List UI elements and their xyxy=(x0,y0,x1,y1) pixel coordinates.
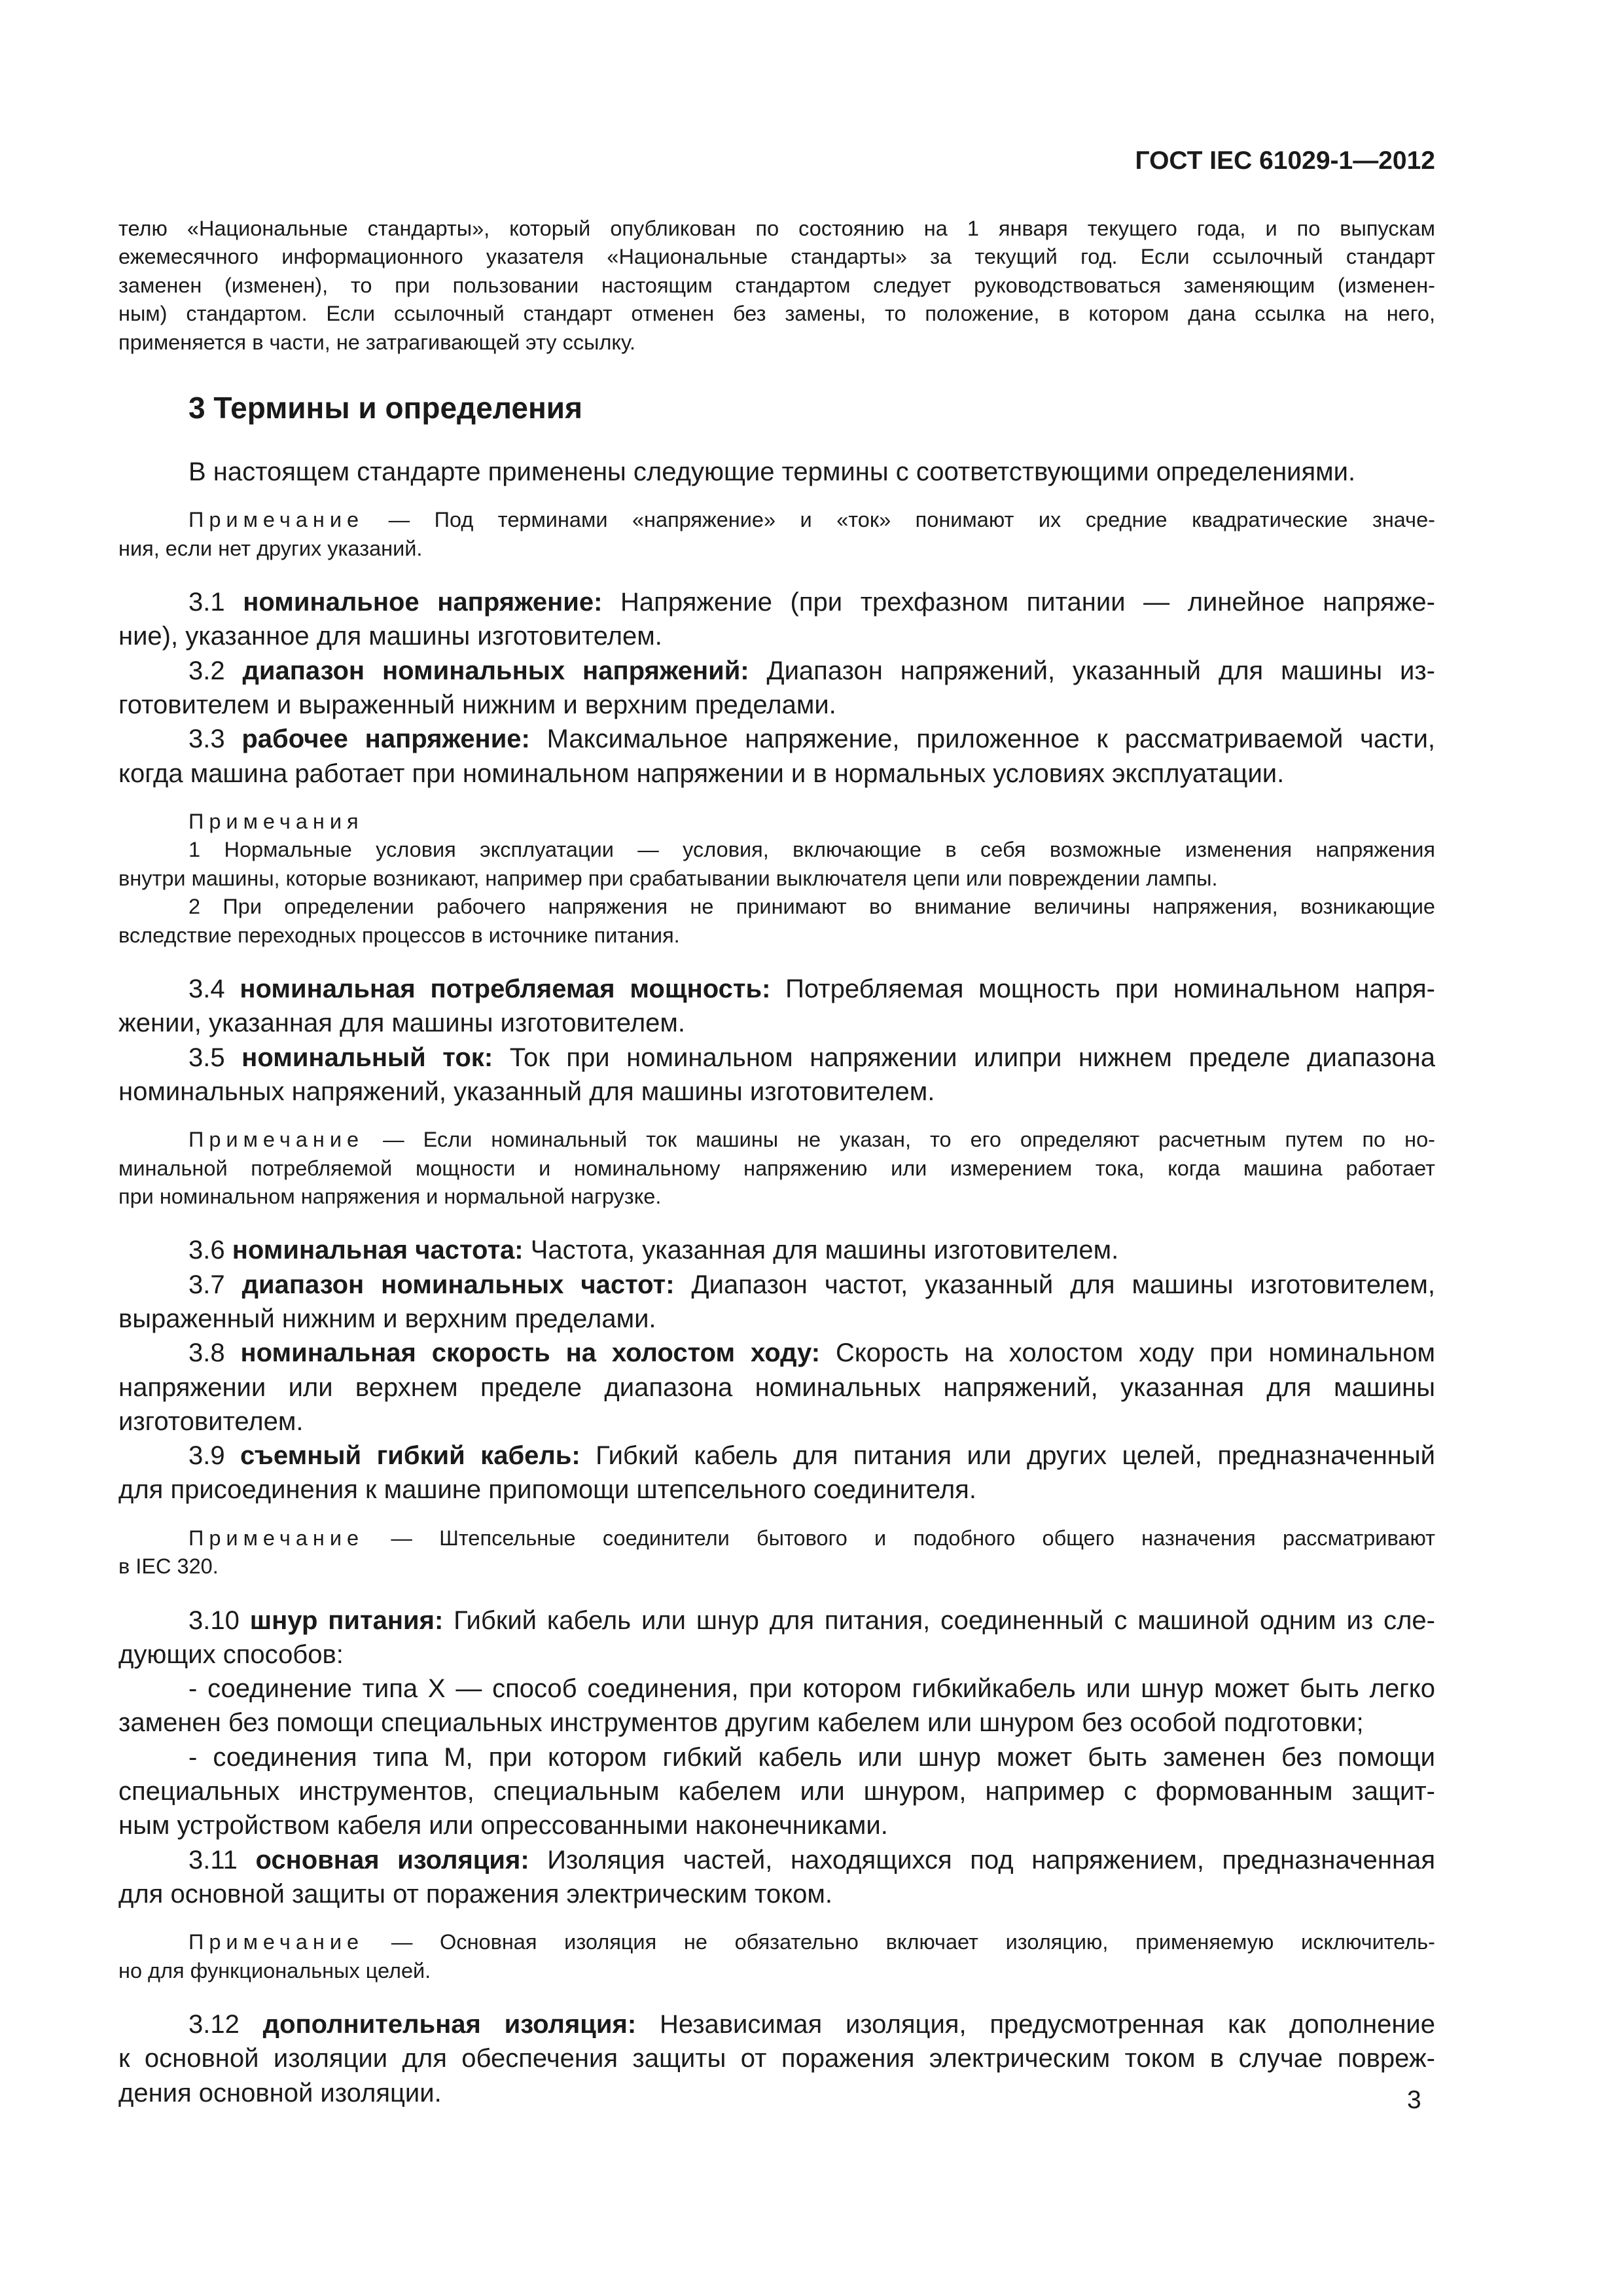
text-line: дующих способов: xyxy=(118,1640,344,1669)
term-3-6 xyxy=(118,1233,1435,1267)
text-line: 3.6 номинальная частота: Частота, указанная для машины изготовителем. xyxy=(188,1236,1119,1265)
text-line: заменен без помощи специальных инструментов другим кабелем или шнуром без особой подготовки; xyxy=(118,1708,1364,1738)
text-line: В настоящем стандарте применены следующие термины с соответствующими определениями. xyxy=(188,457,1356,487)
section-title: 3 Термины и определения xyxy=(188,391,582,425)
text-line: дения основной изоляции. xyxy=(118,2078,442,2108)
term-3-8 xyxy=(118,1336,1435,1439)
term-3-10 xyxy=(118,1604,1435,1672)
text-line: в IEC 320. xyxy=(118,1554,219,1579)
text-line: но для функциональных целей. xyxy=(118,1958,431,1982)
text-line: 2 При определении рабочего напряжения не принимают во внимание величины напряжения, возникающие xyxy=(188,895,1435,919)
text-line: 1 Нормальные условия эксплуатации — условия, включающие в себя возможные изменения напряжения xyxy=(188,838,1435,862)
term-3-9 xyxy=(118,1439,1435,1507)
document-page xyxy=(118,145,1435,2110)
term-3-3 xyxy=(118,722,1435,791)
text-line: 3.8 номинальная скорость на холостом ходу: Скорость на холостом ходу при номинальном xyxy=(188,1338,1435,1368)
text-line: ежемесячного информационного указателя «Национальные стандарты» за текущий год. Если ссылочный стандарт xyxy=(118,245,1435,269)
term-3-7 xyxy=(118,1268,1435,1336)
text-line: ным) стандартом. Если ссылочный стандарт отменен без замены, то положение, в котором дана ссылка на него, xyxy=(118,302,1435,326)
lead-paragraph xyxy=(118,455,1435,489)
text-line: жении, указанная для машины изготовителем. xyxy=(118,1009,686,1038)
text-line: Примечание — Под терминами «напряжение» и «ток» понимают их средние квадратические значе- xyxy=(188,508,1435,532)
text-line: 3.2 диапазон номинальных напряжений: Диапазон напряжений, указанный для машины из- xyxy=(188,656,1435,685)
text-line: 3.4 номинальная потребляемая мощность: Потребляемая мощность при номинальном напря- xyxy=(188,974,1435,1003)
text-line: ния, если нет других указаний. xyxy=(118,536,423,560)
note-3-9 xyxy=(118,1524,1435,1581)
text-line: 3.12 дополнительная изоляция: Независимая изоляция, предусмотренная как дополнение xyxy=(188,2010,1436,2039)
text-line: - соединения типа M, при котором гибкий кабель или шнур может быть заменен без помощи xyxy=(188,1742,1435,1772)
text-line: телю «Национальные стандарты», который опубликован по состоянию на 1 января текущего года, и по выпускам xyxy=(118,217,1435,240)
text-line: Примечание — Штепсельные соединители бытового и подобного общего назначения рассматривают xyxy=(188,1526,1435,1550)
term-3-11 xyxy=(118,1843,1435,1912)
text-line: номинальных напряжений, указанный для машины изготовителем. xyxy=(118,1077,935,1106)
page-number: 3 xyxy=(1407,2086,1421,2114)
notes-3-3 xyxy=(118,808,1435,950)
intro-paragraph xyxy=(118,215,1435,357)
document-header: ГОСТ IEC 61029-1—2012 xyxy=(1135,147,1435,175)
text-line: напряжении или верхнем пределе диапазона номинальных напряжений, указанная для машины xyxy=(118,1372,1435,1402)
text-line: 3.1 номинальное напряжение: Напряжение (при трехфазном питании — линейное напряже- xyxy=(188,588,1435,617)
text-line: изготовителем. xyxy=(118,1407,304,1436)
text-line: Примечание — Если номинальный ток машины не указан, то его определяют расчетным путем по но- xyxy=(188,1128,1435,1152)
term-3-12 xyxy=(118,2007,1435,2110)
text-line: - соединение типа X — способ соединения, при котором гибкийкабель или шнур может быть легко xyxy=(188,1674,1435,1704)
note-3-5 xyxy=(118,1126,1435,1211)
text-line: 3.5 номинальный ток: Ток при номинальном напряжении илипри нижнем пределе диапазона xyxy=(188,1043,1435,1072)
text-line: 3.9 съемный гибкий кабель: Гибкий кабель для питания или других целей, предназначенный xyxy=(188,1441,1435,1471)
text-line: минальной потребляемой мощности и номинальному напряжению или измерением тока, когда машина работает xyxy=(118,1156,1435,1180)
text-line: выраженный нижним и верхним пределами. xyxy=(118,1304,656,1333)
term-3-10-item-m xyxy=(118,1740,1435,1843)
text-line: готовителем и выраженный нижним и верхним пределами. xyxy=(118,691,836,720)
note-3-11 xyxy=(118,1928,1435,1985)
term-3-5 xyxy=(118,1041,1435,1109)
text-line: специальных инструментов, специальным кабелем или шнуром, например с формованным защит- xyxy=(118,1777,1435,1806)
text-line: заменен (изменен), то при пользовании настоящим стандартом следует руководствоваться заменяющим (изменен- xyxy=(118,273,1435,297)
term-3-10-item-x xyxy=(118,1672,1435,1740)
term-3-4 xyxy=(118,972,1435,1041)
text-line: 3.10 шнур питания: Гибкий кабель или шнур для питания, соединенный с машиной одним из сле- xyxy=(188,1605,1435,1635)
text-line: вследствие переходных процессов в источнике питания. xyxy=(118,923,680,947)
text-line: внутри машины, которые возникают, например при срабатывании выключателя цепи или повреждении лампы. xyxy=(118,866,1218,890)
term-3-1 xyxy=(118,585,1435,654)
text-line: Примечания xyxy=(188,809,364,833)
text-line: ным устройством кабеля или опрессованными наконечниками. xyxy=(118,1811,888,1840)
text-line: к основной изоляции для обеспечения защиты от поражения электрическим током в случае повреж- xyxy=(118,2044,1435,2073)
text-line: когда машина работает при номинальном напряжении и в нормальных условиях эксплуатации. xyxy=(118,759,1285,788)
note-terms xyxy=(118,506,1435,563)
text-line: для основной защиты от поражения электрическим током. xyxy=(118,1879,832,1909)
text-line: 3.7 диапазон номинальных частот: Диапазон частот, указанный для машины изготовителем, xyxy=(188,1270,1435,1299)
text-line: ние), указанное для машины изготовителем. xyxy=(118,622,662,651)
text-line: 3.11 основная изоляция: Изоляция частей, находящихся под напряжением, предназначенная xyxy=(188,1845,1435,1874)
text-line: 3.3 рабочее напряжение: Максимальное напряжение, приложенное к рассматриваемой части, xyxy=(188,725,1436,754)
text-line: при номинальном напряжения и нормальной нагрузке. xyxy=(118,1184,662,1208)
text-line: Примечание — Основная изоляция не обязательно включает изоляцию, применяемую исключитель- xyxy=(188,1930,1435,1954)
text-line: для присоединения к машине припомощи штепсельного соединителя. xyxy=(118,1475,976,1505)
text-line: применяется в части, не затрагивающей эту ссылку. xyxy=(118,330,636,354)
term-3-2 xyxy=(118,654,1435,723)
